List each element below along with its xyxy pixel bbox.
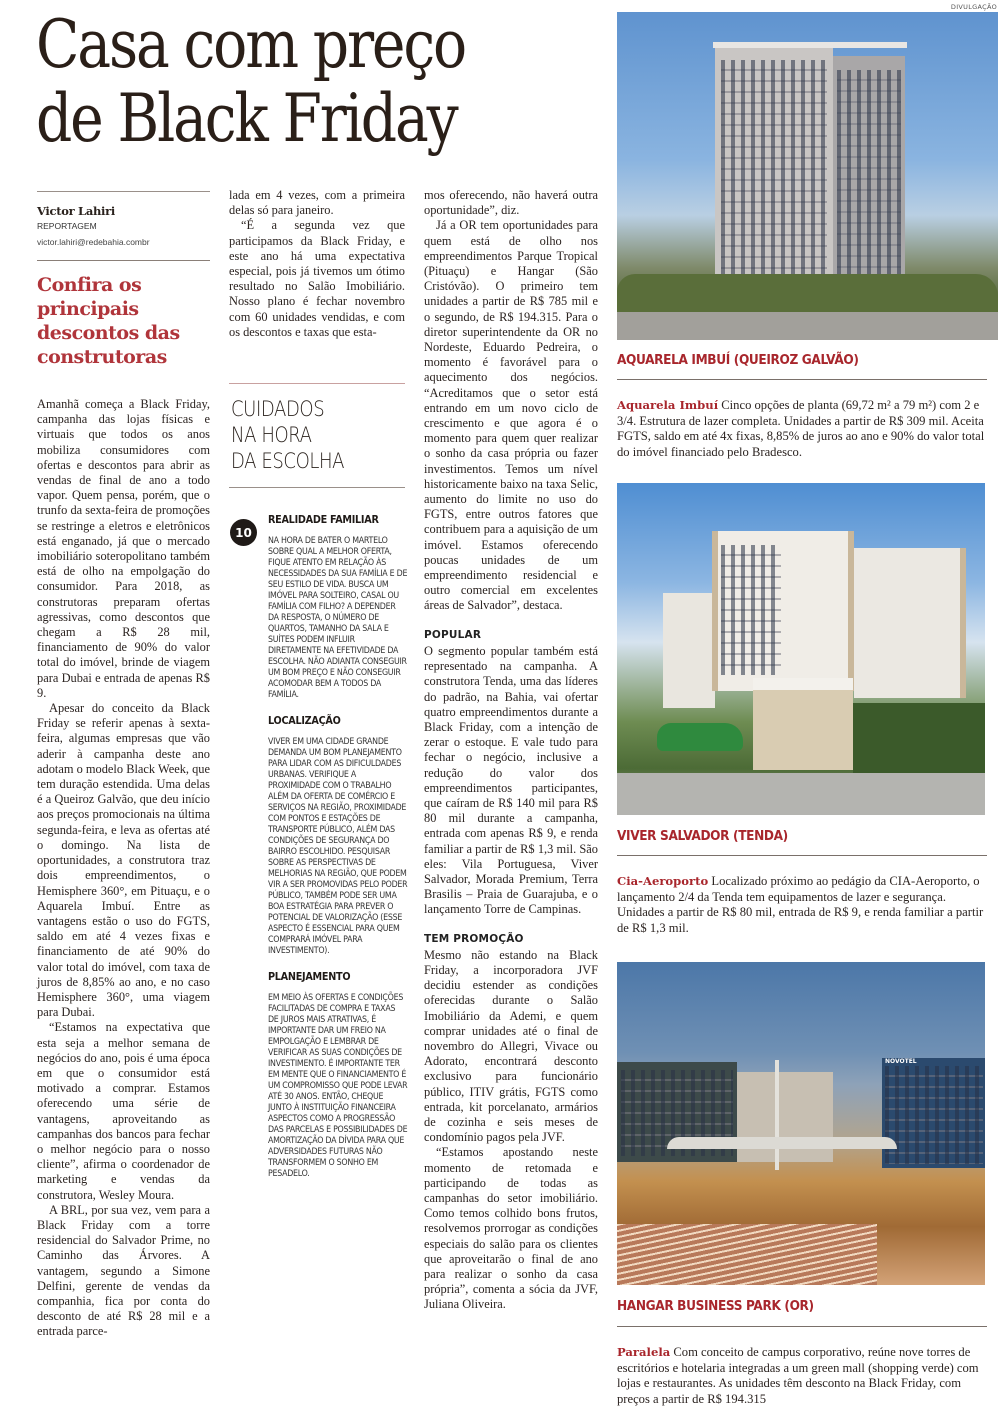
tip-title: REALIDADE FAMILIAR <box>268 514 379 526</box>
tower-roof <box>713 42 907 48</box>
apartment-building <box>663 593 715 708</box>
paragraph: Amanhã começa a Black Friday, campanha das lojas físicas e virtuais que todos os anos mobiliza consumidores com ofertas e descontos para abrir as vendas de final de ano a todo vapor. Quem pensa, porém, que o trunfo da sexta-feira de promoções se restringe a eletros e eletrônicos está enganado, já que o mercado imobiliário soteropolitano também está de olho na empolgação do consumidor. Para 2018, as construtoras preparam ofertas agressivas, como descontos que chegam a R$ 28 mil, financiamento de 90% do valor total do imóvel, brinde de viagem para Dubai e entrada de apenas R$ 9. <box>37 397 210 700</box>
section-label-promocao: TEM PROMOÇÃO <box>424 932 524 945</box>
hotel-sign: NOVOTEL <box>885 1058 917 1065</box>
hotel-windows <box>885 1066 983 1164</box>
sidebar-title-line: CUIDADOS <box>231 397 325 421</box>
listing-title: VIVER SALVADOR (TENDA) <box>617 828 788 844</box>
listing-description: Com conceito de campus corporativo, reúne nove torres de escritórios e hotelaria integradas a um green mall (shopping verde) com lojas e restaurantes. As unidades têm desconto na Black Friday, com preços a partir de R$ 194.315 <box>617 1345 979 1406</box>
article-column-1 <box>37 397 210 1340</box>
bridge-pylon <box>775 1060 779 1170</box>
listing-lead: Cia-Aeroporto <box>617 874 709 888</box>
tip-item <box>268 715 408 957</box>
parked-car <box>657 723 743 751</box>
paragraph: mos oferecendo, não haverá outra oportunidade”, diz. <box>424 188 598 218</box>
building-windows <box>721 545 781 675</box>
listing-text <box>617 398 987 460</box>
tip-item <box>268 971 408 1180</box>
divider <box>229 487 405 488</box>
paragraph: Já a OR tem oportunidades para quem está de olho nos empreendimentos Parque Tropical (Pituaçu) e Hangar (São Cristóvão). O primeiro tem unidades a partir de R$ 785 mil e o segundo, de R$ 194.315. Para o diretor superintendente da OR no Nordeste, Eduardo Pedreira, o momento é favorável para o aquecimento dos negócios. “Acreditamos que o setor está entrando em um novo ciclo de crescimento e que agora é o momento para quem quer realizar o sonho da casa própria ou fazer investimentos. Temos um nível historicamente baixo na taxa Selic, aumento do limite no uso do FGTS, entre outros fatores que contribuem para a aquisição de um imóvel. Estamos oferecendo poucas unidades de um empreendimento residencial e outro comercial em excelentes áreas de Salvador”, destaca. <box>424 218 598 613</box>
tips-list <box>268 514 408 1180</box>
paragraph: “É a segunda vez que participamos da Black Friday, e este ano há uma expectativa especial, pois já tivemos um ótimo resultado no Salão Imobiliário. Nosso plano é fechar novembro com 60 unidades vendidas, e com os descontos e taxas que esta- <box>229 218 405 339</box>
listing-title: AQUARELA IMBUÍ (QUEIROZ GALVÃO) <box>617 352 859 368</box>
paragraph: Apesar do conceito da Black Friday se referir apenas à sexta-feira, algumas empresas que vão aderir à campanha deste ano adotam o modelo Black Week, que tem duração estendida. Uma delas é a Queiroz Galvão, que deu início aos preços promocionais na última segunda-feira, e leva as ofertas até o domingo. Na lista de oportunidades, a construtora traz dois empreendimentos, o Hemisphere 360°, em Pituaçu, e o Aquarela Imbuí. Entre as vantagens estão o uso do FGTS, saldo em até 4 vezes fixas e financiamento de até 90% do valor total do imóvel, com taxa de juros de 8,85% ao ano, e no caso Hemisphere 360°, uma viagem para Dubai. <box>37 701 210 1020</box>
author-role: REPORTAGEM <box>37 221 97 231</box>
photo-aquarela-imbui <box>617 12 998 340</box>
article-column-2 <box>229 188 405 340</box>
tower-windows <box>721 60 827 285</box>
tip-title: PLANEJAMENTO <box>268 971 351 983</box>
photo-credit: DIVULGAÇÃO <box>950 3 997 11</box>
listing-description: Cinco opções de planta (69,72 m² a 79 m²) com 2 e 3/4. Estrutura de lazer completa. Unidades a partir de R$ 309 mil. Aceita FGTS, saldo em até 4x fixas, 8,85% de juros ao ano e 90% do valor total do imóvel financiado pelo Bradesco. <box>617 398 985 459</box>
listing-title: HANGAR BUSINESS PARK (OR) <box>617 1298 814 1314</box>
number-badge: 10 <box>230 519 257 546</box>
trees <box>617 274 998 314</box>
tip-body: VIVER EM UMA CIDADE GRANDE DEMANDA UM BOM PLANEJAMENTO PARA LIDAR COM AS DIFICULDADES URBANAS. VERIFIQUE A PROXIMIDADE COM O TRABALHO ALÉM DA OFERTA DE COMÉRCIO E SERVIÇOS NA REGIÃO, PROXIMIDADE COM PONTOS E ESTAÇÕES DE TRANSPORTE PÚBLICO, ALÉM DAS CONDIÇÕES DE SEGURANÇA DO BAIRRO ESCOLHIDO. PESQUISAR SOBRE AS PERSPECTIVAS DE MELHORIAS NA REGIÃO, QUE PODEM VIR A SER PROMOVIDAS PELO PODER PÚBLICO, TAMBÉM PODE SER UMA BOA ESTRATÉGIA PARA PREVER O POTENCIAL DE VALORIZAÇÃO (ESSE ASPECTO É ESSENCIAL PARA QUEM COMPRARÁ IMÓVEL PARA INVESTIMENTO). <box>268 737 408 956</box>
author-email[interactable]: victor.lahiri@redebahia.combr <box>37 237 150 247</box>
headline-line-2: de Black Friday <box>36 80 457 157</box>
listing-lead: Aquarela Imbuí <box>617 398 719 412</box>
photo-hangar-business-park <box>617 962 985 1285</box>
divider <box>37 191 210 192</box>
paragraph: “Estamos apostando neste momento de retomada e participando de todas as campanhas do setor imobiliário. Como temos colhido bons frutos, resolvemos prorrogar as condições especiais do salão para os clientes que aproveitarão o final de ano para realizar o sonho da casa própria”, comenta a sócia da JVF, Juliana Oliveira. <box>424 1145 598 1312</box>
headline-line-1: Casa com preço <box>36 6 466 83</box>
headline <box>36 8 531 156</box>
sidebar-title-line: NA HORA <box>231 423 312 447</box>
divider <box>617 379 987 380</box>
subheadline: Confira os principais descontos das construtoras <box>37 274 180 368</box>
listing-text <box>617 874 987 936</box>
light-trails <box>617 1224 877 1285</box>
byline <box>37 191 210 369</box>
tip-body: EM MEIO ÀS OFERTAS E CONDIÇÕES FACILITADAS DE COMPRA E TAXAS DE JUROS MAIS ATRATIVAS, É IMPORTANTE DAR UM FREIO NA EMPOLGAÇÃO E LEMBRAR DE VERIFICAR AS SUAS CONDIÇÕES DE INVESTIMENTO. É IMPORTANTE TER EM MENTE QUE O FINANCIAMENTO É UM COMPROMISSO QUE PODE LEVAR ATÉ 30 ANOS. ENTÃO, CHEQUE JUNTO À INSTITUIÇÃO FINANCEIRA ASPECTOS COMO A PROGRESSÃO DAS PARCELAS E POSSIBILIDADES DE AMORTIZAÇÃO DA DÍVIDA PARA QUE ADVERSIDADES FUTURAS NÃO TRANSFORMEM O SONHO EM PESADELO. <box>268 993 408 1179</box>
apartment-building <box>854 548 966 698</box>
bridge-deck <box>667 1137 897 1149</box>
sidebar-title <box>231 396 382 474</box>
paragraph: A BRL, por sua vez, vem para a Black Friday com a torre residencial do Salvador Prime, no Caminho das Árvores. A vantagem, segundo a Simone Delfini, gerente de vendas da companhia, fica por conta do desconto de até R$ 28 mil e a entrada parce- <box>37 1202 210 1339</box>
paragraph: O segmento popular também está representado na campanha. A construtora Tenda, uma das líderes do padrão, na Bahia, vai ofertar quatro empreendimentos durante a Black Friday, com a intenção de zerar o estoque. E vale tudo para fechar o negócio, inclusive a redução do valor dos empreendimentos participantes, que caíram de R$ 140 mil para R$ 80 mil durante a campanha, entrada com apenas R$ 9, e renda familiar a partir de R$ 1,3 mil. São eles: Vila Portuguesa, Viver Salvador, Morada Premium, Terra Brasilis – Praia de Guarajuba, e o lançamento Torre de Campinas. <box>424 643 598 917</box>
hedge <box>853 703 985 783</box>
divider <box>37 260 210 261</box>
paragraph: Mesmo não estando na Black Friday, a incorporadora JVF decidiu estender as condições oferecidas durante o Salão Imobiliário da Ademi, e quem comprar unidades até o final de novembro do Allegri, Vivace ou Adorato, encontrará desconto exclusivo para funcionário público, ITIV grátis, FGTS como entrada, kit porcelanato, armários de cozinha e seis meses de condomínio pagos pela JVF. <box>424 947 598 1145</box>
author-name: Victor Lahiri <box>37 204 115 218</box>
paragraph: lada em 4 vezes, com a primeira delas só para janeiro. <box>229 188 405 218</box>
listing-lead: Paralela <box>617 1345 671 1359</box>
divider <box>229 383 405 384</box>
sidewalk <box>617 773 985 815</box>
paragraph: “Estamos na expectativa que esta seja a melhor semana de negócios do ano, pois é uma época em que o consumidor está motivado a comprar. Estamos oferecendo uma série de vantagens, aproveitando as campanhas dos bancos para fechar o melhor negócio para o nosso cliente”, afirma o coordenador de marketing e vendas da construtora, Wesley Moura. <box>37 1020 210 1202</box>
tip-title: LOCALIZAÇÃO <box>268 715 341 727</box>
tip-item <box>268 514 408 701</box>
sidebar-title-line: DA ESCOLHA <box>231 449 345 473</box>
tip-body: NA HORA DE BATER O MARTELO SOBRE QUAL A MELHOR OFERTA, FIQUE ATENTO EM RELAÇÃO ÀS NECESSIDADES DA SUA FAMÍLIA E DE SEU ESTILO DE VIDA. BUSCA UM IMÓVEL PARA SOLTEIRO, CASAL OU FAMÍLIA COM FILHO? A DEPENDER DA RESPOSTA, O NÚMERO DE QUARTOS, TAMANHO DA SALA E SUÍTES PODEM INFLUIR DIRETAMENTE NA EFETIVIDADE DA ESCOLHA. NÃO ADIANTA CONSEGUIR UM BOM PREÇO E NÃO CONSEGUIR ACOMODAR BEM A TODOS DA FAMÍLIA. <box>268 536 408 700</box>
divider <box>617 855 987 856</box>
divider <box>617 1326 987 1327</box>
gatehouse <box>753 678 853 770</box>
photo-viver-salvador <box>617 483 985 815</box>
listing-description: Localizado próximo ao pedágio da CIA-Aeroporto, o lançamento 2/4 da Tenda tem equipamentos de lazer e segurança. Unidades a partir de R$ 80 mil, entrada de R$ 9, e renda familiar a partir de R$ 1,3 mil. <box>617 874 984 935</box>
article-column-3 <box>424 188 598 1313</box>
tower-windows <box>837 70 901 290</box>
listing-text <box>617 1345 987 1407</box>
section-label-popular: POPULAR <box>424 628 482 641</box>
street <box>617 312 998 340</box>
